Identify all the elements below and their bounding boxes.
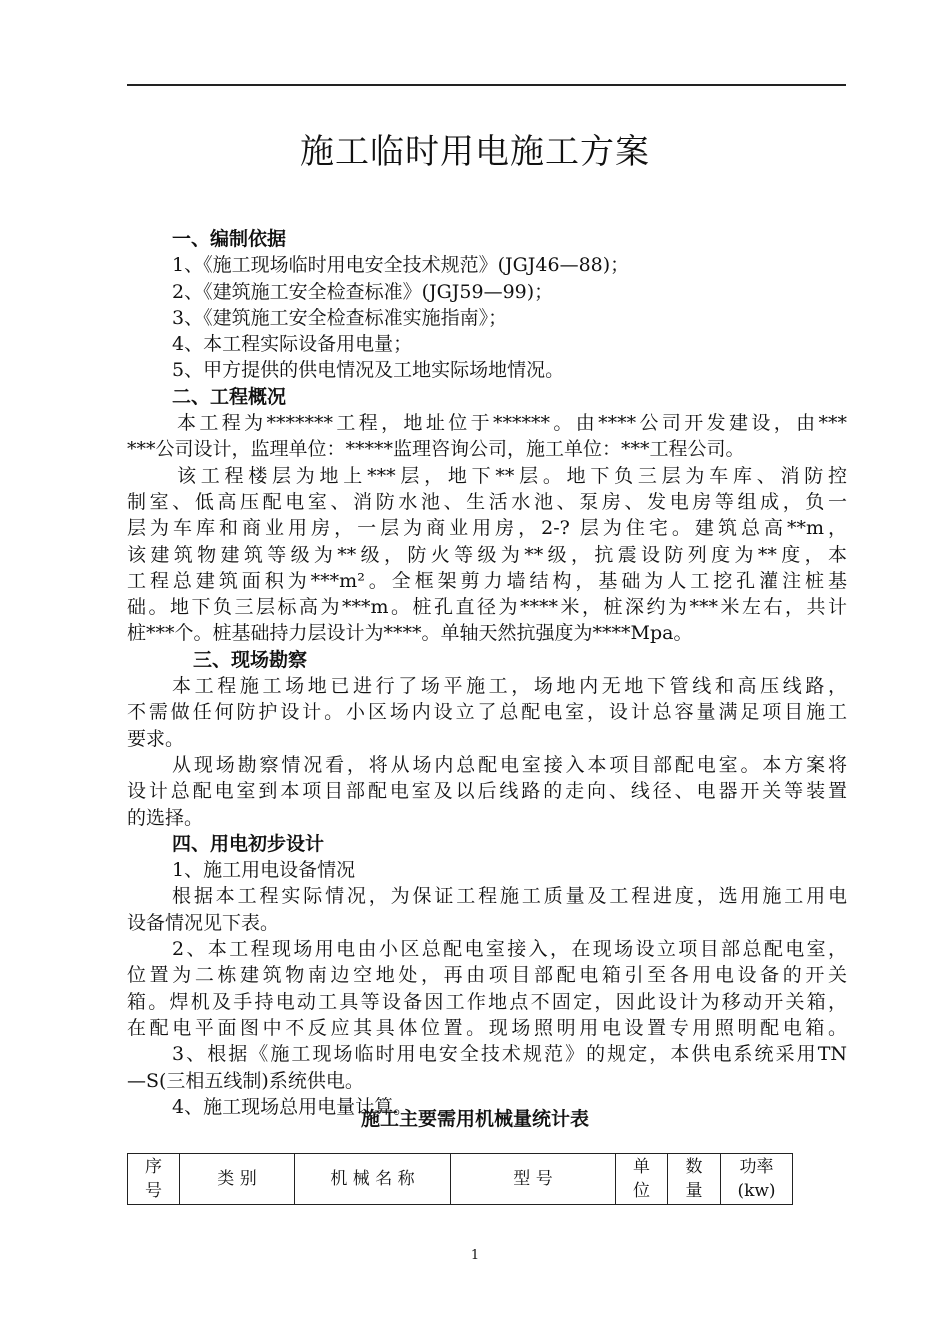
basis-item: 2、《建筑施工安全检查标准》(JGJ59—99)；: [172, 280, 554, 303]
column-header: 类 别: [180, 1154, 295, 1205]
table-header-row: [128, 1154, 793, 1205]
paragraph-line: 工程总建筑面积为***m²。全框架剪力墙结构，基础为人工挖孔灌注桩基: [127, 569, 847, 592]
paragraph-line: 桩***个。桩基础持力层设计为****。单轴天然抗强度为****Mpa。: [127, 622, 693, 645]
basis-item: 4、本工程实际设备用电量；: [172, 333, 413, 356]
section-heading-overview: 二、工程概况: [172, 385, 287, 408]
paragraph-line: 根据本工程实际情况，为保证工程施工质量及工程进度，选用施工用电: [172, 885, 847, 908]
column-header: 机 械 名 称: [295, 1154, 451, 1205]
column-header: 功率 (kw): [721, 1154, 793, 1205]
section-heading-basis: 一、编制依据: [172, 228, 287, 250]
paragraph-line: 该工程楼层为地上***层，地下**层。地下负三层为车库、消防控: [177, 464, 847, 487]
paragraph-line: 设计总配电室到本项目部配电室及以后线路的走向、线径、电器开关等装置: [127, 780, 847, 803]
column-header: 数 量: [668, 1154, 721, 1205]
section-heading-design: 四、用电初步设计: [172, 832, 325, 855]
basis-item: 5、甲方提供的供电情况及工地实际场地情况。: [172, 359, 565, 382]
paragraph-line: 在配电平面图中不反应其具体位置。现场照明用电设置专用照明配电箱。: [127, 1016, 847, 1039]
paragraph-line: 从现场勘察情况看，将从场内总配电室接入本项目部配电室。本方案将: [172, 753, 847, 776]
paragraph-line: 础。地下负三层标高为***m。桩孔直径为****米，桩深约为***米左右，共计: [127, 596, 847, 619]
paragraph-line: —S(三相五线制)系统供电。: [127, 1069, 364, 1092]
paragraph-line: 要求。: [127, 727, 185, 750]
subsection-line: 4、施工现场总用电量计算。: [172, 1095, 413, 1118]
basis-item: 3、《建筑施工安全检查标准实施指南》；: [172, 306, 508, 329]
column-header: 序 号: [128, 1154, 180, 1205]
paragraph-line: 设备情况见下表。: [127, 911, 280, 934]
machinery-table: [127, 1153, 793, 1205]
paragraph-line: 2、本工程现场用电由小区总配电室接入，在现场设立项目部总配电室，: [172, 938, 847, 961]
paragraph-line: 不需做任何防护设计。小区场内设立了总配电室，设计总容量满足项目施工: [127, 701, 847, 724]
paragraph-line: 位置为二栋建筑物南边空地处，再由项目部配电箱引至各用电设备的开关: [127, 964, 847, 987]
paragraph-line: 本工程施工场地已进行了场平施工，场地内无地下管线和高压线路，: [172, 675, 847, 698]
table-title: 施工主要需用机械量统计表: [360, 1108, 589, 1130]
paragraph-line: 本工程为*******工程，地址位于******。由****公司开发建设，由***: [177, 412, 847, 435]
paragraph-line: 3、根据《施工现场临时用电安全技术规范》的规定，本供电系统采用TN: [172, 1043, 847, 1066]
paragraph-line: 制室、低高压配电室、消防水池、生活水池、泵房、发电房等组成，负一: [127, 490, 847, 513]
subsection-line: 1、施工用电设备情况: [172, 859, 356, 882]
header-rule: [127, 84, 846, 86]
column-header: 型 号: [451, 1154, 616, 1205]
paragraph-line: 箱。焊机及手持电动工具等设备因工作地点不固定，因此设计为移动开关箱，: [127, 990, 847, 1013]
section-heading-survey: 三、现场勘察: [193, 648, 308, 671]
column-header: 单 位: [616, 1154, 668, 1205]
basis-item: 1、《施工现场临时用电安全技术规范》(JGJ46—88)；: [172, 254, 630, 277]
document-body: [127, 226, 847, 1120]
paragraph-line: ***公司设计，监理单位：*****监理咨询公司，施工单位：***工程公司。: [127, 438, 745, 461]
document-title: 施工临时用电施工方案: [300, 132, 650, 172]
paragraph-line: 层为车库和商业用房，一层为商业用房，2-? 层为住宅。建筑总高**m，: [127, 517, 847, 540]
paragraph-line: 的选择。: [127, 806, 204, 829]
paragraph-line: 该建筑物建筑等级为**级，防火等级为**级，抗震设防列度为**度，本: [127, 543, 847, 566]
page-number: 1: [470, 1248, 480, 1263]
